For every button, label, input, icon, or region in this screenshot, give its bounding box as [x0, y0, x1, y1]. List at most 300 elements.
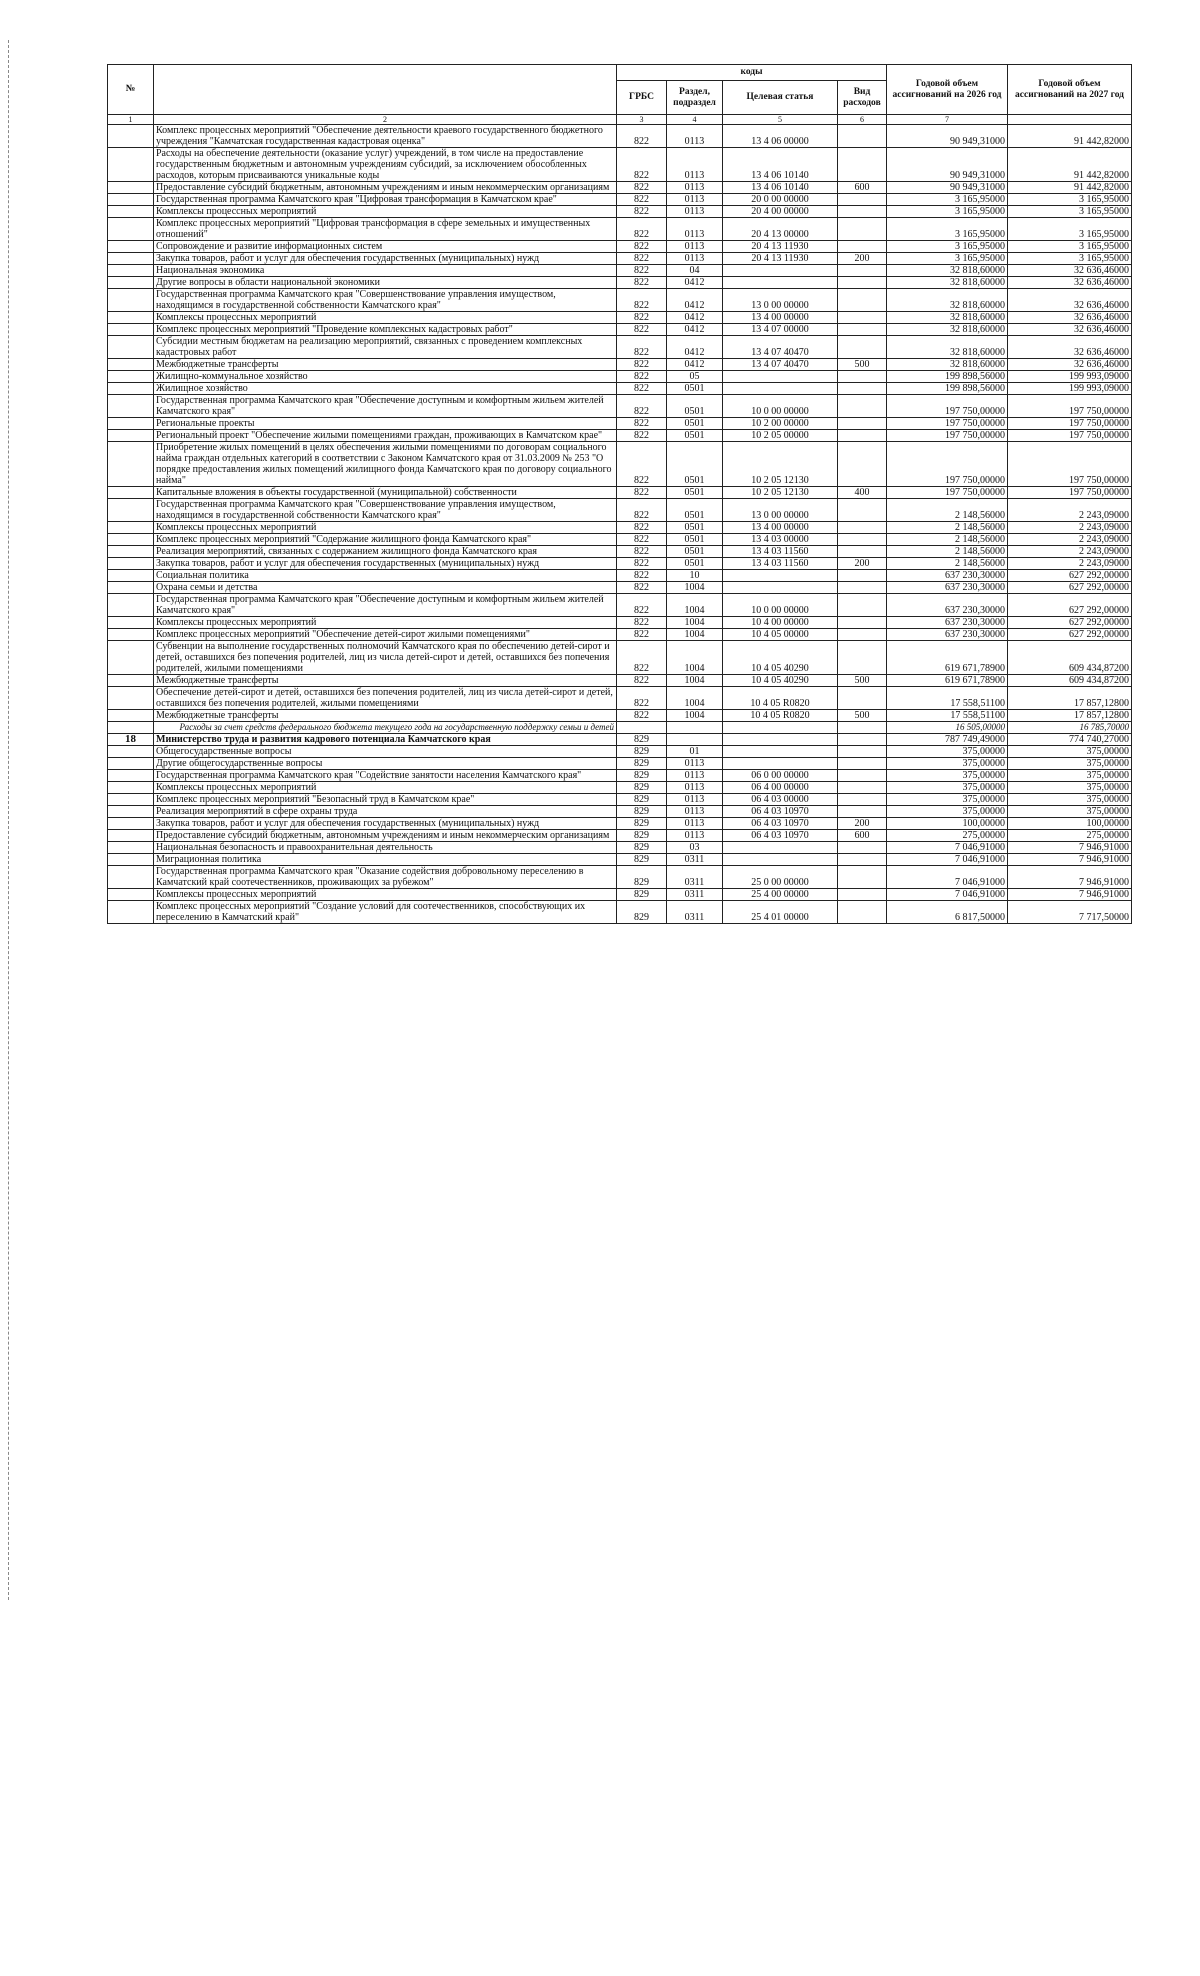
row-vid [838, 641, 887, 675]
row-razdel: 0113 [667, 794, 723, 806]
row-number [108, 430, 154, 442]
table-row [108, 794, 1132, 806]
table-row [108, 830, 1132, 842]
table-row [108, 901, 1132, 924]
row-celevaya [723, 265, 838, 277]
row-razdel: 0311 [667, 889, 723, 901]
row-vid [838, 277, 887, 289]
row-vid [838, 418, 887, 430]
table-row [108, 336, 1132, 359]
row-razdel: 0501 [667, 558, 723, 570]
row-value-2027: 375,00000 [1008, 806, 1132, 818]
row-razdel: 0113 [667, 758, 723, 770]
row-grbs: 829 [617, 854, 667, 866]
row-grbs: 822 [617, 534, 667, 546]
row-value-2026: 197 750,00000 [887, 418, 1008, 430]
row-razdel: 1004 [667, 675, 723, 687]
row-value-2026: 199 898,56000 [887, 371, 1008, 383]
row-grbs: 822 [617, 687, 667, 710]
row-value-2026: 3 165,95000 [887, 206, 1008, 218]
row-vid [838, 889, 887, 901]
table-row [108, 675, 1132, 687]
row-value-2027: 7 946,91000 [1008, 866, 1132, 889]
row-value-2027: 32 636,46000 [1008, 336, 1132, 359]
row-value-2027: 275,00000 [1008, 830, 1132, 842]
row-vid [838, 770, 887, 782]
row-razdel: 0501 [667, 487, 723, 499]
row-razdel: 03 [667, 842, 723, 854]
table-row [108, 746, 1132, 758]
row-vid: 200 [838, 558, 887, 570]
row-value-2027: 91 442,82000 [1008, 148, 1132, 182]
row-name: Комплекс процессных мероприятий "Содержание жилищного фонда Камчатского края" [154, 534, 617, 546]
row-number: 18 [108, 734, 154, 746]
row-name: Сопровождение и развитие информационных систем [154, 241, 617, 253]
row-name: Государственная программа Камчатского края "Цифровая трансформация в Камчатском крае" [154, 194, 617, 206]
table-row [108, 889, 1132, 901]
table-row [108, 430, 1132, 442]
row-value-2027: 197 750,00000 [1008, 395, 1132, 418]
row-number [108, 371, 154, 383]
row-value-2027: 3 165,95000 [1008, 194, 1132, 206]
row-vid [838, 854, 887, 866]
row-value-2026: 3 165,95000 [887, 253, 1008, 265]
row-name: Региональные проекты [154, 418, 617, 430]
row-celevaya: 10 4 05 00000 [723, 629, 838, 641]
row-value-2027: 197 750,00000 [1008, 430, 1132, 442]
row-vid [838, 324, 887, 336]
row-value-2027: 197 750,00000 [1008, 442, 1132, 487]
row-razdel: 0501 [667, 546, 723, 558]
row-celevaya: 13 4 07 00000 [723, 324, 838, 336]
table-row [108, 582, 1132, 594]
row-grbs: 829 [617, 806, 667, 818]
row-value-2026: 199 898,56000 [887, 383, 1008, 395]
row-value-2026: 32 818,60000 [887, 336, 1008, 359]
row-value-2026: 375,00000 [887, 782, 1008, 794]
row-grbs: 829 [617, 842, 667, 854]
row-value-2027: 627 292,00000 [1008, 570, 1132, 582]
header-celevaya: Целевая статья [723, 81, 838, 115]
table-row [108, 395, 1132, 418]
row-grbs: 822 [617, 546, 667, 558]
colnum-1: 1 [108, 115, 154, 125]
row-celevaya: 20 4 13 11930 [723, 241, 838, 253]
row-value-2026: 32 818,60000 [887, 289, 1008, 312]
row-name: Государственная программа Камчатского края "Оказание содействия добровольному переселению в Камчатский край соотечественников, проживающих за рубежом" [154, 866, 617, 889]
row-celevaya: 13 0 00 00000 [723, 499, 838, 522]
row-razdel: 04 [667, 265, 723, 277]
colnum-8 [1008, 115, 1132, 125]
row-number [108, 241, 154, 253]
row-grbs: 822 [617, 241, 667, 253]
table-row [108, 241, 1132, 253]
table-row [108, 522, 1132, 534]
row-name: Государственная программа Камчатского края "Совершенствование управления имуществом, находящимся в государственной собственности Камчатского края" [154, 499, 617, 522]
row-grbs: 822 [617, 522, 667, 534]
row-name: Межбюджетные трансферты [154, 710, 617, 722]
row-value-2026: 32 818,60000 [887, 277, 1008, 289]
table-row [108, 641, 1132, 675]
table-row [108, 182, 1132, 194]
row-value-2027: 375,00000 [1008, 794, 1132, 806]
row-razdel: 0113 [667, 806, 723, 818]
row-value-2027: 609 434,87200 [1008, 641, 1132, 675]
table-row [108, 770, 1132, 782]
row-value-2027: 627 292,00000 [1008, 594, 1132, 617]
row-vid [838, 758, 887, 770]
row-name: Комплексы процессных мероприятий [154, 889, 617, 901]
table-row [108, 324, 1132, 336]
row-value-2027: 2 243,09000 [1008, 522, 1132, 534]
row-razdel: 0501 [667, 383, 723, 395]
row-name: Жилищное хозяйство [154, 383, 617, 395]
row-celevaya: 10 0 00 00000 [723, 395, 838, 418]
row-value-2026: 2 148,56000 [887, 546, 1008, 558]
row-grbs: 822 [617, 499, 667, 522]
row-vid [838, 265, 887, 277]
row-value-2026: 787 749,49000 [887, 734, 1008, 746]
row-value-2026: 375,00000 [887, 806, 1008, 818]
row-razdel: 0113 [667, 253, 723, 265]
row-number [108, 866, 154, 889]
row-value-2026: 32 818,60000 [887, 324, 1008, 336]
row-vid [838, 125, 887, 148]
row-name: Министерство труда и развития кадрового потенциала Камчатского края [154, 734, 617, 746]
row-razdel: 0501 [667, 442, 723, 487]
table-row [108, 842, 1132, 854]
row-celevaya: 06 4 03 10970 [723, 818, 838, 830]
budget-table [107, 64, 1132, 924]
row-number [108, 594, 154, 617]
header-number: № [108, 65, 154, 115]
row-value-2027: 17 857,12800 [1008, 687, 1132, 710]
row-value-2027: 100,00000 [1008, 818, 1132, 830]
row-value-2026: 3 165,95000 [887, 194, 1008, 206]
row-name: Комплекс процессных мероприятий "Обеспечение детей-сирот жилыми помещениями" [154, 629, 617, 641]
row-celevaya [723, 383, 838, 395]
row-grbs: 822 [617, 253, 667, 265]
row-number [108, 770, 154, 782]
row-vid [838, 734, 887, 746]
row-number [108, 194, 154, 206]
row-number [108, 889, 154, 901]
row-value-2027: 2 243,09000 [1008, 534, 1132, 546]
row-celevaya: 13 0 00 00000 [723, 289, 838, 312]
row-value-2026: 375,00000 [887, 758, 1008, 770]
table-row [108, 806, 1132, 818]
row-vid [838, 336, 887, 359]
row-value-2027: 199 993,09000 [1008, 371, 1132, 383]
row-name: Комплекс процессных мероприятий "Создание условий для соотечественников, способствующих их переселению в Камчатский край" [154, 901, 617, 924]
row-razdel: 0501 [667, 499, 723, 522]
row-value-2027: 375,00000 [1008, 758, 1132, 770]
row-number [108, 336, 154, 359]
row-name: Комплекс процессных мероприятий "Безопасный труд в Камчатском крае" [154, 794, 617, 806]
row-name: Приобретение жилых помещений в целях обеспечения жилыми помещениями по договорам социального найма граждан отдельных категорий в соответствии с Законом Камчатского края от 31.03.2009 № 253 "О порядке предоставления жилых помещений жилищного фонда Камчатского края по договору социального найма" [154, 442, 617, 487]
row-celevaya: 25 4 00 00000 [723, 889, 838, 901]
row-razdel: 0113 [667, 125, 723, 148]
row-value-2027: 32 636,46000 [1008, 359, 1132, 371]
row-vid [838, 522, 887, 534]
row-number [108, 522, 154, 534]
column-number-row [108, 115, 1132, 125]
row-razdel: 0113 [667, 770, 723, 782]
row-value-2026: 17 558,51100 [887, 687, 1008, 710]
row-vid [838, 570, 887, 582]
row-number [108, 722, 154, 734]
row-value-2026: 619 671,78900 [887, 641, 1008, 675]
row-value-2027: 7 946,91000 [1008, 889, 1132, 901]
row-value-2026: 197 750,00000 [887, 395, 1008, 418]
row-number [108, 629, 154, 641]
row-value-2027: 32 636,46000 [1008, 265, 1132, 277]
row-vid [838, 499, 887, 522]
table-row [108, 534, 1132, 546]
row-vid [838, 206, 887, 218]
row-name: Предоставление субсидий бюджетным, автономным учреждениям и иным некоммерческим организациям [154, 830, 617, 842]
table-row [108, 818, 1132, 830]
row-name: Субсидии местным бюджетам на реализацию мероприятий, связанных с проведением комплексных кадастровых работ [154, 336, 617, 359]
row-value-2026: 2 148,56000 [887, 499, 1008, 522]
scan-edge [8, 40, 11, 1600]
header-year-2026: Годовой объем ассигнований на 2026 год [887, 65, 1008, 115]
row-grbs: 829 [617, 758, 667, 770]
row-number [108, 418, 154, 430]
header-year-2027: Годовой объем ассигнований на 2027 год [1008, 65, 1132, 115]
row-value-2026: 637 230,30000 [887, 570, 1008, 582]
row-number [108, 582, 154, 594]
row-celevaya: 13 4 03 11560 [723, 546, 838, 558]
row-value-2027: 7 946,91000 [1008, 854, 1132, 866]
table-row [108, 558, 1132, 570]
row-celevaya: 10 2 05 00000 [723, 430, 838, 442]
row-number [108, 534, 154, 546]
row-grbs: 829 [617, 830, 667, 842]
table-row [108, 194, 1132, 206]
row-value-2026: 16 505,00000 [887, 722, 1008, 734]
row-value-2026: 275,00000 [887, 830, 1008, 842]
table-row [108, 782, 1132, 794]
row-vid: 600 [838, 830, 887, 842]
row-value-2026: 2 148,56000 [887, 558, 1008, 570]
row-name: Комплексы процессных мероприятий [154, 617, 617, 629]
row-grbs: 829 [617, 818, 667, 830]
row-number [108, 289, 154, 312]
row-celevaya: 10 2 05 12130 [723, 487, 838, 499]
row-value-2027: 7 717,50000 [1008, 901, 1132, 924]
row-value-2027: 7 946,91000 [1008, 842, 1132, 854]
row-vid [838, 806, 887, 818]
row-grbs: 822 [617, 418, 667, 430]
table-row [108, 617, 1132, 629]
row-value-2026: 637 230,30000 [887, 594, 1008, 617]
row-grbs: 822 [617, 206, 667, 218]
row-name: Региональный проект "Обеспечение жилыми помещениями граждан, проживающих в Камчатском крае" [154, 430, 617, 442]
table-row [108, 371, 1132, 383]
row-grbs: 829 [617, 889, 667, 901]
header-codes: коды [617, 65, 887, 81]
row-razdel: 0501 [667, 522, 723, 534]
row-number [108, 206, 154, 218]
row-name: Субвенции на выполнение государственных полномочий Камчатского края по обеспечению детей-сирот и детей, оставшихся без попечения родителей, лиц из числа детей-сирот и детей, оставшихся без попечения родителей, жилыми помещениями [154, 641, 617, 675]
row-name: Закупка товаров, работ и услуг для обеспечения государственных (муниципальных) нужд [154, 818, 617, 830]
row-razdel: 0412 [667, 324, 723, 336]
row-razdel: 0113 [667, 218, 723, 241]
row-name: Комплекс процессных мероприятий "Обеспечение деятельности краевого государственного бюджетного учреждения "Камчатская государственная кадастровая оценка" [154, 125, 617, 148]
row-value-2026: 619 671,78900 [887, 675, 1008, 687]
row-value-2026: 375,00000 [887, 794, 1008, 806]
row-razdel: 0113 [667, 182, 723, 194]
row-value-2026: 7 046,91000 [887, 854, 1008, 866]
row-grbs: 829 [617, 782, 667, 794]
row-celevaya: 13 4 00 00000 [723, 522, 838, 534]
row-grbs: 822 [617, 710, 667, 722]
row-vid: 200 [838, 253, 887, 265]
row-vid [838, 442, 887, 487]
table-row [108, 206, 1132, 218]
row-vid [838, 594, 887, 617]
table-row [108, 253, 1132, 265]
row-celevaya [723, 371, 838, 383]
table-row [108, 289, 1132, 312]
row-grbs: 829 [617, 794, 667, 806]
row-number [108, 312, 154, 324]
row-value-2027: 197 750,00000 [1008, 418, 1132, 430]
row-celevaya: 13 4 07 40470 [723, 359, 838, 371]
colnum-2: 2 [154, 115, 617, 125]
table-body [108, 125, 1132, 924]
row-razdel: 01 [667, 746, 723, 758]
row-value-2026: 3 165,95000 [887, 218, 1008, 241]
row-value-2026: 375,00000 [887, 770, 1008, 782]
row-razdel: 0501 [667, 395, 723, 418]
row-vid [838, 395, 887, 418]
row-razdel: 0113 [667, 818, 723, 830]
row-number [108, 758, 154, 770]
row-number [108, 782, 154, 794]
row-grbs: 829 [617, 746, 667, 758]
row-name: Комплексы процессных мероприятий [154, 312, 617, 324]
row-razdel: 1004 [667, 582, 723, 594]
row-vid [838, 546, 887, 558]
row-value-2027: 32 636,46000 [1008, 277, 1132, 289]
row-grbs: 822 [617, 582, 667, 594]
row-vid [838, 722, 887, 734]
row-celevaya: 10 2 05 12130 [723, 442, 838, 487]
row-vid [838, 582, 887, 594]
header-name [154, 65, 617, 115]
row-name: Капитальные вложения в объекты государственной (муниципальной) собственности [154, 487, 617, 499]
row-razdel: 05 [667, 371, 723, 383]
row-celevaya: 13 4 06 10140 [723, 182, 838, 194]
row-name: Комплекс процессных мероприятий "Проведение комплексных кадастровых работ" [154, 324, 617, 336]
row-vid [838, 794, 887, 806]
row-grbs: 822 [617, 148, 667, 182]
row-name: Обеспечение детей-сирот и детей, оставшихся без попечения родителей, лиц из числа детей-сирот и детей, оставшихся без попечения родителей, жилыми помещениями [154, 687, 617, 710]
row-razdel: 1004 [667, 641, 723, 675]
row-celevaya [723, 746, 838, 758]
row-celevaya: 10 4 05 R0820 [723, 710, 838, 722]
row-number [108, 253, 154, 265]
row-value-2027: 32 636,46000 [1008, 289, 1132, 312]
row-name: Межбюджетные трансферты [154, 359, 617, 371]
row-grbs: 822 [617, 675, 667, 687]
row-value-2026: 2 148,56000 [887, 522, 1008, 534]
row-name: Комплексы процессных мероприятий [154, 782, 617, 794]
row-razdel: 0113 [667, 148, 723, 182]
table-row [108, 277, 1132, 289]
row-celevaya: 10 4 05 40290 [723, 641, 838, 675]
table-row [108, 148, 1132, 182]
colnum-7: 7 [887, 115, 1008, 125]
row-grbs: 829 [617, 734, 667, 746]
row-celevaya: 10 4 00 00000 [723, 617, 838, 629]
row-vid: 500 [838, 675, 887, 687]
table-header [108, 65, 1132, 125]
row-razdel: 1004 [667, 617, 723, 629]
table-row [108, 594, 1132, 617]
row-razdel: 0113 [667, 241, 723, 253]
row-name: Закупка товаров, работ и услуг для обеспечения государственных (муниципальных) нужд [154, 558, 617, 570]
row-grbs: 822 [617, 430, 667, 442]
row-razdel: 0311 [667, 866, 723, 889]
row-name: Другие общегосударственные вопросы [154, 758, 617, 770]
row-number [108, 125, 154, 148]
row-value-2026: 7 046,91000 [887, 842, 1008, 854]
row-celevaya: 13 4 06 10140 [723, 148, 838, 182]
row-number [108, 487, 154, 499]
table-row [108, 687, 1132, 710]
row-celevaya: 25 0 00 00000 [723, 866, 838, 889]
row-celevaya: 10 4 05 R0820 [723, 687, 838, 710]
row-vid [838, 746, 887, 758]
row-number [108, 148, 154, 182]
row-number [108, 617, 154, 629]
row-razdel: 0501 [667, 430, 723, 442]
row-number [108, 558, 154, 570]
table-row [108, 570, 1132, 582]
row-razdel: 0311 [667, 901, 723, 924]
table-row [108, 312, 1132, 324]
row-grbs: 829 [617, 770, 667, 782]
row-grbs: 822 [617, 617, 667, 629]
row-vid [838, 312, 887, 324]
row-value-2027: 16 785,70000 [1008, 722, 1132, 734]
row-value-2027: 627 292,00000 [1008, 629, 1132, 641]
row-celevaya [723, 854, 838, 866]
row-number [108, 570, 154, 582]
row-value-2027: 2 243,09000 [1008, 546, 1132, 558]
table-row [108, 218, 1132, 241]
row-value-2027: 32 636,46000 [1008, 312, 1132, 324]
row-grbs: 822 [617, 125, 667, 148]
row-number [108, 854, 154, 866]
row-razdel: 0412 [667, 289, 723, 312]
row-vid [838, 194, 887, 206]
colnum-6: 6 [838, 115, 887, 125]
table-row [108, 710, 1132, 722]
row-name: Жилищно-коммунальное хозяйство [154, 371, 617, 383]
row-razdel: 0113 [667, 194, 723, 206]
row-vid [838, 371, 887, 383]
table-row [108, 359, 1132, 371]
row-razdel: 0113 [667, 206, 723, 218]
row-celevaya: 13 4 06 00000 [723, 125, 838, 148]
row-name: Комплексы процессных мероприятий [154, 206, 617, 218]
row-grbs: 822 [617, 371, 667, 383]
colnum-3: 3 [617, 115, 667, 125]
